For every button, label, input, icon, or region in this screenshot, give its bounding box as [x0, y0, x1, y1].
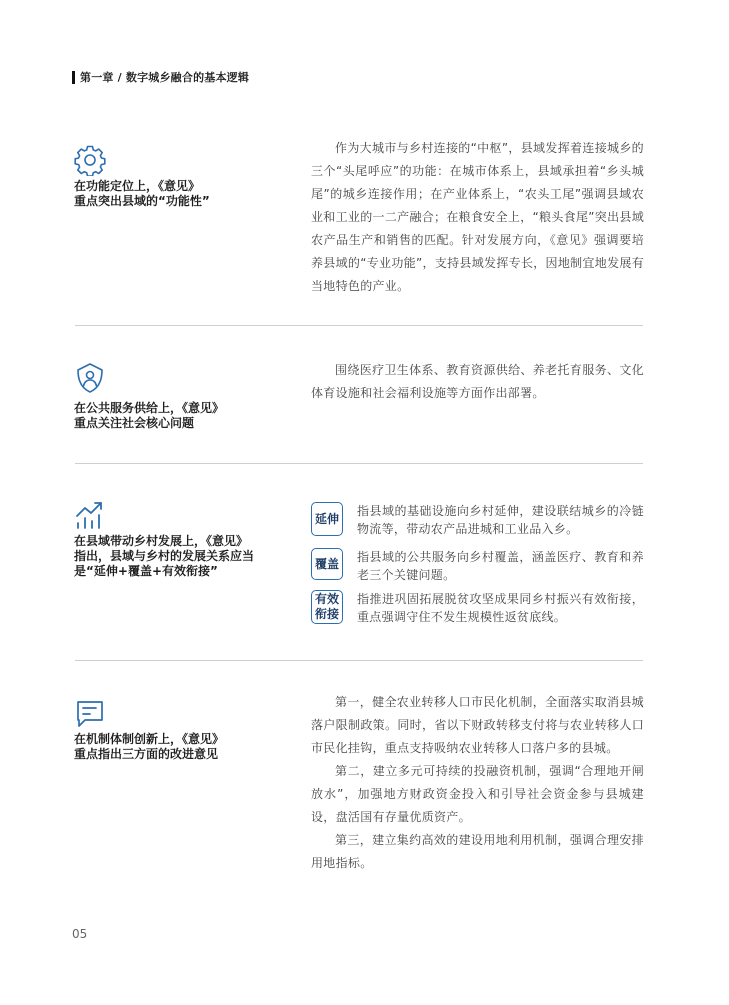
paragraph: 第二，建立多元可持续的投融资机制，强调“合理地开闸放水”，加强地方财政资金投入和引导社会资金参与县城建设，盘活国有存量优质资产。 [311, 764, 644, 824]
divider [75, 463, 643, 464]
gear-icon [74, 144, 106, 176]
growth-chart-icon [74, 499, 106, 531]
paragraph: 第三，建立集约高效的建设用地利用机制，强调合理安排用地指标。 [311, 833, 644, 870]
section-body-mechanism [311, 691, 644, 875]
item-text: 指推进巩固拓展脱贫攻坚成果同乡村振兴有效衔接，重点强调守住不发生规模性返贫底线。 [357, 592, 644, 624]
section-body-function [311, 137, 644, 298]
paragraph: 围绕医疗卫生体系、教育资源供给、养老托育服务、文化体育设施和社会福利设施等方面作出部署。 [311, 363, 644, 400]
tag-line: 衔接 [314, 607, 339, 621]
title-line: 重点突出县域的“功能性” [74, 194, 210, 208]
title-line: 指出，县域与乡村的发展关系应当 [74, 549, 255, 563]
section-title-county-rural [74, 534, 289, 579]
item-text: 指县域的基础设施向乡村延伸，建设联结城乡的冷链物流等，带动农产品进城和工业品入乡。 [357, 504, 644, 536]
list-item-connect [311, 590, 644, 626]
section-title-mechanism [74, 732, 289, 762]
title-line: 重点指出三方面的改进意见 [74, 747, 219, 761]
paragraph: 作为大城市与乡村连接的“中枢”，县域发挥着连接城乡的三个“头尾呼应”的功能：在城市体系上，县域承担着“乡头城尾”的城乡连接作用；在产业体系上，“农头工尾”强调县域农业和工业的一二产融合；在粮食安全上，“粮头食尾”突出县域农产品生产和销售的匹配。针对发展方向，《意见》强调要培养县域的“专业功能”，支持县域发挥专长，因地制宜地发展有当地特色的产业。 [311, 141, 644, 293]
title-line: 在功能定位上，《意见》 [74, 179, 201, 193]
chapter-title: 第一章 / 数字城乡融合的基本逻辑 [80, 71, 250, 84]
tag-extend: 延伸 [311, 502, 343, 536]
chapter-header [72, 69, 249, 85]
item-text: 指县域的公共服务向乡村覆盖，涵盖医疗、教育和养老三个关键问题。 [357, 550, 644, 582]
title-line: 是“延伸+覆盖+有效衔接” [74, 564, 218, 578]
list-item-extend [311, 502, 644, 538]
divider [75, 660, 643, 661]
list-item-cover [311, 548, 644, 584]
tag-line: 有效 [314, 592, 339, 606]
title-line: 在机制体制创新上，《意见》 [74, 732, 225, 746]
tag-cover: 覆盖 [311, 548, 343, 580]
section-body-public-service [311, 359, 644, 405]
title-line: 重点关注社会核心问题 [74, 416, 195, 430]
title-line: 在公共服务供给上，《意见》 [74, 401, 225, 415]
page-number: 05 [72, 927, 88, 941]
title-line: 在县域带动乡村发展上，《意见》 [74, 534, 249, 548]
section-title-function [74, 179, 289, 209]
header-bar [72, 71, 75, 84]
tag-connect [311, 590, 343, 624]
shield-person-icon [74, 362, 106, 394]
message-icon [74, 698, 106, 730]
divider [75, 325, 643, 326]
paragraph: 第一，健全农业转移人口市民化机制，全面落实取消县城落户限制政策。同时，省以下财政转移支付将与农业转移人口市民化挂钩，重点支持吸纳农业转移人口落户多的县城。 [311, 695, 644, 755]
section-title-public-service [74, 401, 289, 431]
